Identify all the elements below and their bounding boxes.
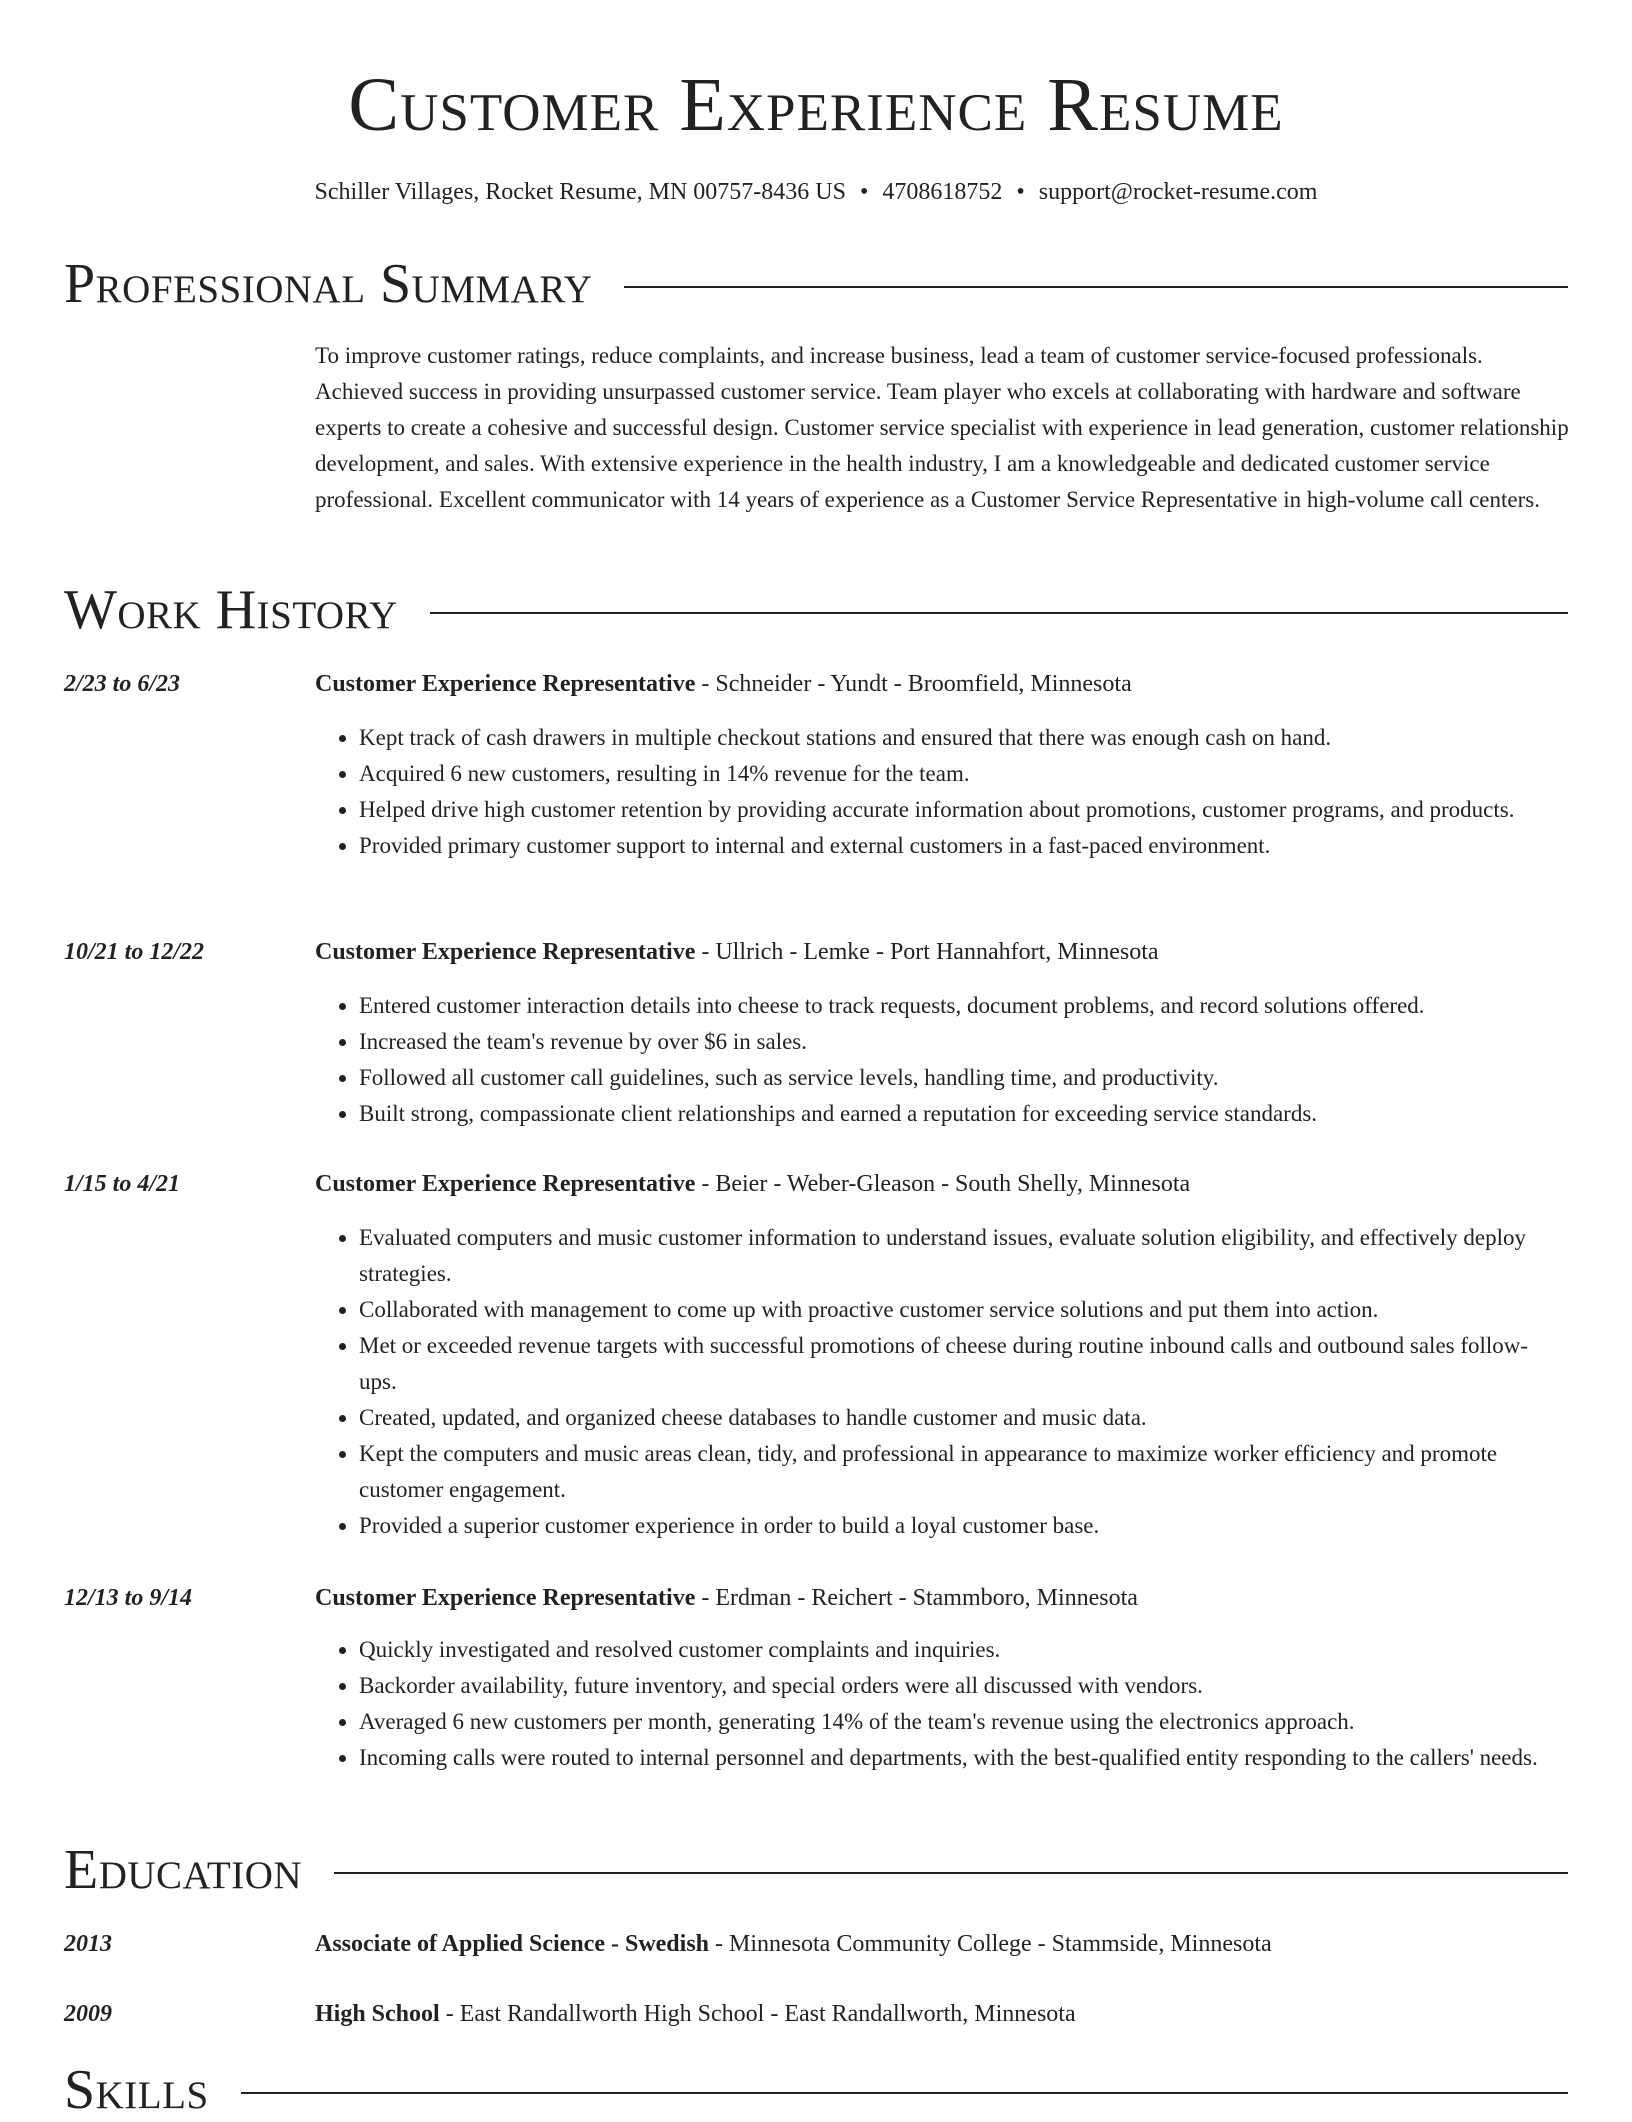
section-header-skills (64, 2058, 1568, 2122)
contact-phone: 4708618752 (882, 179, 1003, 205)
job-bullets (315, 1220, 1559, 1544)
job-heading (315, 934, 1568, 970)
job-bullets (315, 720, 1559, 864)
job-bullet: • Met or exceeded revenue targets with successful promotions of cheese during routine inbound calls and outbound sales follow-ups. (359, 1328, 1559, 1400)
job-employer: - Erdman - Reichert - Stammboro, Minnesota (695, 1585, 1138, 1611)
section-divider (430, 612, 1568, 614)
job-bullet: • Helped drive high customer retention by providing accurate information about promotions, customer programs, and products. (359, 792, 1559, 828)
job-date: 2/23 to 6/23 (64, 671, 181, 697)
education-date: 2013 (64, 1931, 112, 1957)
education-degree: Associate of Applied Science - Swedish (315, 1931, 710, 1957)
job-heading (315, 1580, 1568, 1616)
summary-text: To improve customer ratings, reduce complaints, and increase business, lead a team of customer service-focused professionals. Achieved success in providing unsurpassed customer service. Team player who excels at collaborating with hardware and software experts to create a cohesive and successful design. Customer service specialist with experience in lead generation, customer relationship development, and sales. With extensive experience in the health industry, I am a knowledgeable and dedicated customer service professional. Excellent communicator with 14 years of experience as a Customer Service Representative in high-volume call centers. (315, 343, 1569, 512)
job-bullets (315, 988, 1559, 1132)
job-bullet: • Increased the team's revenue by over $6 in sales. (359, 1024, 1559, 1060)
job-employer: - Beier - Weber-Gleason - South Shelly, Minnesota (695, 1171, 1191, 1197)
job-bullet: • Backorder availability, future inventory, and special orders were all discussed with vendors. (359, 1668, 1559, 1704)
job-bullet: • Evaluated computers and music customer information to understand issues, evaluate solution eligibility, and effectively deploy strategies. (359, 1220, 1559, 1292)
job-date: 10/21 to 12/22 (64, 939, 205, 965)
job-bullet: • Collaborated with management to come up with proactive customer service solutions and put them into action. (359, 1292, 1559, 1328)
section-divider (624, 286, 1568, 288)
section-title-skills: Skills (64, 2059, 209, 2121)
job-date: 12/13 to 9/14 (64, 1585, 193, 1611)
section-title-work-history: Work History (64, 579, 398, 641)
job-bullet: • Provided a superior customer experience in order to build a loyal customer base. (359, 1508, 1559, 1544)
job-date: 1/15 to 4/21 (64, 1171, 181, 1197)
education-school: - East Randallworth High School - East Randallworth, Minnesota (439, 2001, 1076, 2027)
job-title: Customer Experience Representative (315, 939, 696, 965)
section-header-education (64, 1838, 1568, 1902)
contact-address: Schiller Villages, Rocket Resume, MN 00757-8436 US (314, 179, 846, 205)
contact-line (0, 176, 1632, 208)
job-bullet: • Averaged 6 new customers per month, generating 14% of the team's revenue using the electronics approach. (359, 1704, 1559, 1740)
section-header-work-history (64, 578, 1568, 642)
education-degree: High School (315, 2001, 440, 2027)
education-date: 2009 (64, 2001, 112, 2027)
job-title: Customer Experience Representative (315, 1585, 696, 1611)
job-bullet: • Incoming calls were routed to internal personnel and departments, with the best-qualified entity responding to the callers' needs. (359, 1740, 1559, 1776)
job-bullets (315, 1632, 1559, 1776)
section-divider (334, 1872, 1568, 1874)
job-bullet: • Created, updated, and organized cheese databases to handle customer and music data. (359, 1400, 1559, 1436)
section-divider (241, 2092, 1568, 2094)
job-bullet: • Built strong, compassionate client relationships and earned a reputation for exceeding service standards. (359, 1096, 1559, 1132)
education-heading (315, 1996, 1076, 2032)
contact-email: support@rocket-resume.com (1038, 179, 1318, 205)
job-heading (315, 1166, 1568, 1202)
job-bullet: • Provided primary customer support to internal and external customers in a fast-paced environment. (359, 828, 1559, 864)
resume-title: Customer Experience Resume (348, 63, 1284, 147)
section-header-summary (64, 252, 1568, 316)
education-school: - Minnesota Community College - Stammside, Minnesota (709, 1931, 1272, 1957)
contact-separator: • (859, 179, 869, 205)
section-title-summary: Professional Summary (64, 253, 593, 315)
job-employer: - Schneider - Yundt - Broomfield, Minnesota (695, 671, 1132, 697)
job-bullet: • Kept track of cash drawers in multiple checkout stations and ensured that there was enough cash on hand. (359, 720, 1559, 756)
job-bullet: • Quickly investigated and resolved customer complaints and inquiries. (359, 1632, 1559, 1668)
job-title: Customer Experience Representative (315, 671, 696, 697)
job-title: Customer Experience Representative (315, 1171, 696, 1197)
section-title-education: Education (64, 1839, 303, 1901)
job-bullet: • Kept the computers and music areas clean, tidy, and professional in appearance to maximize worker efficiency and promote customer engagement. (359, 1436, 1559, 1508)
job-employer: - Ullrich - Lemke - Port Hannahfort, Minnesota (695, 939, 1159, 965)
job-bullet: • Entered customer interaction details into cheese to track requests, document problems, and record solutions offered. (359, 988, 1559, 1024)
job-bullet: • Followed all customer call guidelines, such as service levels, handling time, and productivity. (359, 1060, 1559, 1096)
education-heading (315, 1926, 1272, 1962)
job-bullet: • Acquired 6 new customers, resulting in 14% revenue for the team. (359, 756, 1559, 792)
job-heading (315, 666, 1568, 702)
contact-separator: • (1016, 179, 1025, 205)
